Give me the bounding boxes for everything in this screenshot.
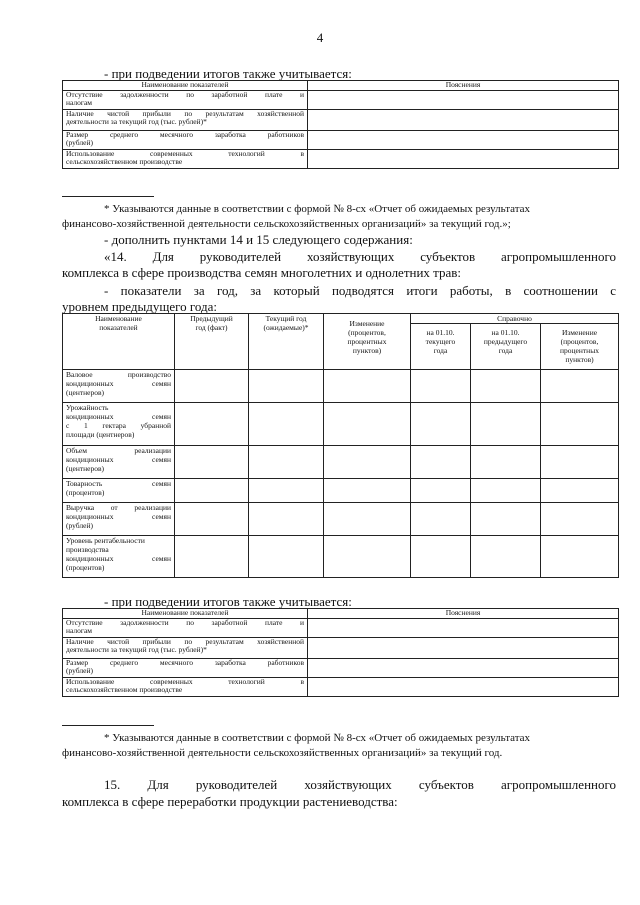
col-indicators: Наименование показателей: [63, 81, 308, 91]
table-row: Наличие чистой прибыли по результатам хозяйственной деятельности за текущий год (тыс. рублей)*: [63, 109, 308, 130]
header-current-year: Текущий год (ожидаемые)*: [249, 314, 324, 370]
col-notes: Пояснения: [308, 81, 619, 91]
header-current-oct: на 01.10. текущего года: [411, 324, 471, 370]
header-indicators: Наименование показателей: [63, 314, 175, 370]
table-row: Объем реализации кондиционных семян (центнеров): [63, 446, 175, 479]
page-number: 4: [316, 30, 324, 45]
table-row: Выручка от реализации кондиционных семян (рублей): [63, 503, 175, 536]
col-notes: Пояснения: [308, 609, 619, 619]
header-change: Изменение (процентов, процентных пунктов): [324, 314, 411, 370]
footnote-rule: [62, 196, 154, 197]
table-row: Валовое производство кондиционных семян (центнеров): [63, 370, 175, 403]
table-row: Урожайность кондиционных семян с 1 гектара убранной площади (центнеров): [63, 403, 175, 446]
item-14-line-1: «14. Для руководителей хозяйствующих субъектов агропромышленного: [104, 249, 616, 264]
paragraph-add-items: - дополнить пунктами 14 и 15 следующего содержания:: [104, 232, 413, 247]
table-row: Использование современных технологий в сельскохозяйственном производстве: [63, 149, 308, 168]
subheading-1: - при подведении итогов также учитывается:: [104, 66, 352, 81]
seed-indicators-table: [62, 313, 619, 578]
subheading-2: - при подведении итогов также учитывается:: [104, 594, 352, 609]
footnote-1-line-1: * Указываются данные в соответствии с формой № 8-сх «Отчет об ожидаемых результатах: [104, 203, 531, 215]
footnote-2-line-1: * Указываются данные в соответствии с формой № 8-сх «Отчет об ожидаемых результатах: [104, 732, 531, 744]
table-row: Товарность семян (процентов): [63, 479, 175, 503]
header-reference-change: Изменение (процентов, процентных пунктов): [541, 324, 619, 370]
table-row: Уровень рентабельности производства кондиционных семян (процентов): [63, 536, 175, 578]
criteria-table-1: [62, 80, 619, 169]
footnote-2-line-2: финансово-хозяйственной деятельности сельскохозяйственных организаций» за текущий год.: [62, 747, 503, 759]
item-15-line-2: комплекса в сфере переработки продукции растениеводства:: [62, 794, 398, 809]
table-row: Отсутствие задолженности по заработной плате и налогам: [63, 618, 308, 637]
indicators-line-2: уровнем предыдущего года:: [62, 299, 218, 314]
header-previous-year: Предыдущий год (факт): [175, 314, 249, 370]
header-reference: Справочно: [411, 314, 619, 324]
col-indicators: Наименование показателей: [63, 609, 308, 619]
criteria-table-2: [62, 608, 619, 697]
table-row: Размер среднего месячного заработка работников (рублей): [63, 130, 308, 149]
indicators-line-1: - показатели за год, за который подводятся итоги работы, в соотношении с: [104, 283, 616, 298]
header-previous-oct: на 01.10. предыдущего года: [471, 324, 541, 370]
footnote-rule-2: [62, 725, 154, 726]
footnote-1-line-2: финансово-хозяйственной деятельности сельскохозяйственных организаций» за текущий год.»;: [62, 218, 511, 230]
table-row: Размер среднего месячного заработка работников (рублей): [63, 658, 308, 677]
table-row: Использование современных технологий в сельскохозяйственном производстве: [63, 677, 308, 696]
table-row: Наличие чистой прибыли по результатам хозяйственной деятельности за текущий год (тыс. рублей)*: [63, 637, 308, 658]
item-15-line-1: 15. Для руководителей хозяйствующих субъектов агропромышленного: [104, 777, 616, 792]
item-14-line-2: комплекса в сфере производства семян многолетних и однолетних трав:: [62, 265, 462, 280]
table-row: Отсутствие задолженности по заработной плате и налогам: [63, 90, 308, 109]
